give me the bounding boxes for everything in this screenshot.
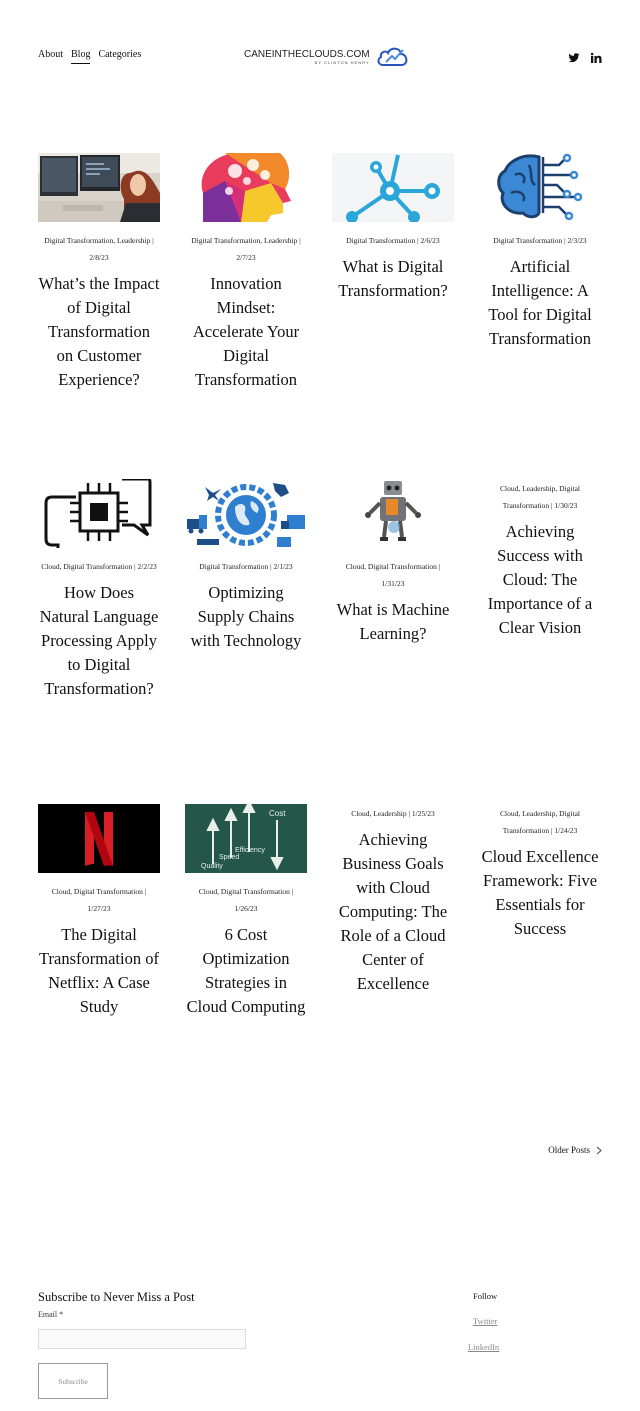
post-title[interactable]: What is Machine Learning?: [336, 600, 450, 643]
post-card[interactable]: [332, 795, 454, 996]
post-thumbnail-global-logistics[interactable]: [185, 479, 307, 548]
site-header: [0, 0, 640, 115]
social-links: [568, 51, 602, 63]
post-meta: Cloud, Digital Transformation | 2/2/23: [41, 562, 157, 571]
chalk-cost-text: Cost: [269, 809, 286, 818]
post-meta: Cloud, Digital Transformation | 1/27/23: [51, 887, 147, 913]
post-card[interactable]: [332, 479, 454, 646]
post-thumbnail-network-nodes[interactable]: [332, 153, 454, 222]
post-card[interactable]: [185, 479, 307, 653]
post-title[interactable]: The Digital Transformation of Netflix: A Case Study: [39, 925, 159, 1016]
nav-blog-link[interactable]: Blog: [71, 49, 90, 64]
post-thumbnail-chip-chat[interactable]: [38, 479, 160, 548]
post-thumbnail-office-woman[interactable]: [38, 153, 160, 222]
post-meta: Digital Transformation | 2/6/23: [346, 236, 440, 245]
post-title[interactable]: Innovation Mindset: Accelerate Your Digital Transformation: [192, 274, 300, 389]
linkedin-icon[interactable]: [590, 51, 602, 63]
post-title[interactable]: How Does Natural Language Processing Apply to Digital Transformation?: [39, 583, 159, 698]
footer-twitter-link[interactable]: Twitter: [473, 1316, 498, 1326]
chalk-speed-text: Speed: [219, 854, 240, 861]
post-card[interactable]: [38, 153, 160, 392]
post-thumbnail-colorful-head[interactable]: [185, 153, 307, 222]
chalk-quality-text: Quality: [201, 863, 223, 870]
nav-about-link[interactable]: About: [38, 49, 63, 60]
footer-linkedin-link[interactable]: LinkedIn: [468, 1342, 500, 1352]
logo-tagline: BY CLINTON HENRY: [314, 60, 370, 65]
post-card[interactable]: [479, 153, 601, 351]
post-title[interactable]: Artificial Intelligence: A Tool for Digital Transformation: [488, 257, 592, 348]
post-card[interactable]: [38, 479, 160, 701]
post-meta: Cloud, Leadership, Digital Transformation | 1/24/23: [500, 809, 580, 835]
post-title[interactable]: Optimizing Supply Chains with Technology: [190, 583, 302, 650]
post-thumbnail-brain-circuit[interactable]: [479, 153, 601, 222]
post-meta: Digital Transformation, Leadership | 2/8/23: [44, 236, 154, 262]
cloud-logo-icon: [376, 45, 410, 69]
post-meta: Cloud, Digital Transformation | 1/31/23: [345, 562, 441, 588]
post-meta: Digital Transformation, Leadership | 2/7/23: [191, 236, 301, 262]
chevron-right-icon: [596, 1146, 602, 1155]
twitter-icon[interactable]: [568, 51, 580, 63]
post-title[interactable]: 6 Cost Optimization Strategies in Cloud Computing: [186, 925, 306, 1016]
post-meta: Digital Transformation | 2/3/23: [493, 236, 587, 245]
chalk-efficiency-text: Efficiency: [235, 847, 265, 854]
older-posts-label: Older Posts: [548, 1145, 590, 1155]
post-thumbnail-chalkboard-arrows[interactable]: [185, 804, 307, 873]
post-meta: Cloud, Digital Transformation | 1/26/23: [198, 887, 294, 913]
post-card[interactable]: [332, 153, 454, 303]
older-posts-link[interactable]: [548, 1145, 602, 1155]
post-meta: Digital Transformation | 2/1/23: [199, 562, 293, 571]
email-field[interactable]: [38, 1329, 246, 1349]
logo-name: CANEINTHECLOUDS.COM: [244, 49, 370, 60]
post-card[interactable]: [185, 804, 307, 1019]
post-title[interactable]: Achieving Success with Cloud: The Importance of a Clear Vision: [487, 522, 593, 637]
post-thumbnail-netflix-logo[interactable]: [38, 804, 160, 873]
post-title[interactable]: Achieving Business Goals with Cloud Computing: The Role of a Cloud Center of Excellence: [338, 830, 448, 993]
subscribe-button[interactable]: Subscribe: [38, 1363, 108, 1399]
post-card[interactable]: [479, 470, 601, 640]
email-label: Email *: [38, 1310, 64, 1319]
post-title[interactable]: Cloud Excellence Framework: Five Essentials for Success: [481, 847, 599, 938]
nav-categories-link[interactable]: Categories: [98, 49, 142, 60]
post-card[interactable]: [479, 795, 601, 941]
post-card[interactable]: [185, 153, 307, 392]
follow-heading: Follow: [473, 1291, 498, 1301]
post-title[interactable]: What’s the Impact of Digital Transformation on Customer Experience?: [38, 274, 160, 389]
site-logo[interactable]: [244, 45, 410, 69]
main-nav: [38, 49, 141, 64]
post-meta: Cloud, Leadership | 1/25/23: [351, 809, 435, 818]
post-meta: Cloud, Leadership, Digital Transformation | 1/30/23: [500, 484, 580, 510]
post-card[interactable]: [38, 804, 160, 1019]
post-thumbnail-robot[interactable]: [332, 479, 454, 548]
subscribe-title: Subscribe to Never Miss a Post: [38, 1290, 195, 1304]
post-title[interactable]: What is Digital Transformation?: [338, 257, 448, 300]
